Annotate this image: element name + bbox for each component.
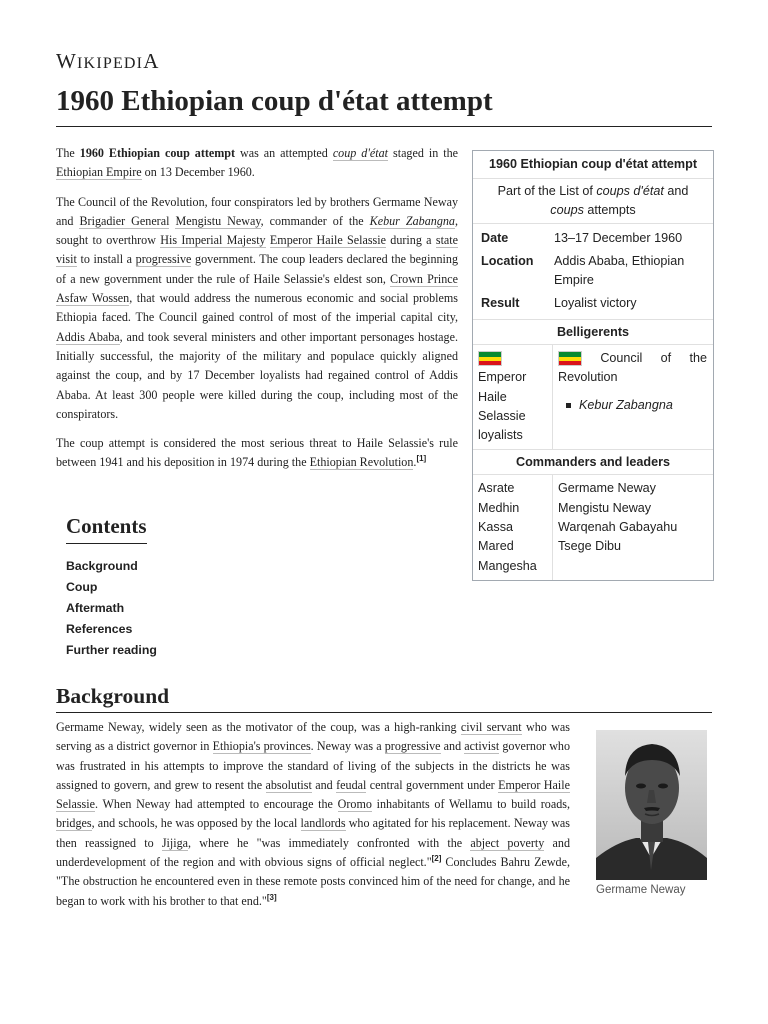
- table-of-contents: [56, 504, 196, 671]
- link-ethiopian-empire[interactable]: Ethiopian Empire: [56, 165, 142, 180]
- reference-2[interactable]: [2]: [431, 854, 442, 864]
- belligerent-list-item: Kebur Zabangna: [558, 396, 707, 415]
- toc-item-background[interactable]: Background: [66, 559, 138, 573]
- infobox-row-location: Location Addis Ababa, Ethiopian Empire: [481, 254, 685, 287]
- reference-1[interactable]: [1]: [416, 454, 427, 464]
- link-state-visit[interactable]: state visit: [56, 233, 459, 267]
- page-title: 1960 Ethiopian coup d'état attempt: [56, 86, 712, 127]
- toc-item-coup[interactable]: Coup: [66, 580, 98, 594]
- lead-paragraph-1: The 1960 Ethiopian coup attempt was an attempted coup d'état staged in the Ethiopian Empire on 13 December 1960.: [56, 146, 458, 180]
- section-heading-background: Background: [56, 684, 712, 713]
- commanders-loyalists: Asrate Medhin Kassa Mared Mangesha: [473, 475, 553, 579]
- link-ethiopias-provinces[interactable]: Ethiopia's provinces: [212, 739, 311, 754]
- bullet-icon: [566, 403, 571, 408]
- link-bridges[interactable]: bridges: [56, 816, 92, 831]
- link-ethiopian-revolution[interactable]: Ethiopian Revolution: [309, 455, 414, 470]
- ethiopian-flag-icon: [478, 351, 502, 366]
- commanders-header: Commanders and leaders: [473, 449, 713, 475]
- link-brigadier-general[interactable]: Brigadier General: [79, 213, 170, 228]
- infobox-title: 1960 Ethiopian coup d'état attempt: [473, 151, 713, 179]
- wikipedia-wordmark-logo: [56, 49, 174, 73]
- link-mengistu-neway[interactable]: Mengistu Neway: [175, 213, 261, 228]
- link-landlords[interactable]: landlords: [300, 816, 346, 831]
- link-addis-ababa[interactable]: Addis Ababa: [56, 329, 120, 344]
- link-coups-detat[interactable]: coups d'état: [596, 184, 664, 198]
- commanders-council: Germame Neway Mengistu Neway Warqenah Gabayahu Tsege Dibu: [558, 481, 678, 554]
- lead-paragraph-3: The coup attempt is considered the most serious threat to Haile Selassie's rule between 1941 and his deposition in 1974 during the Ethiopian Revolution.[1]: [56, 436, 458, 470]
- belligerents-header: Belligerents: [473, 319, 713, 345]
- link-oromo[interactable]: Oromo: [337, 797, 372, 812]
- link-civil-servant[interactable]: civil servant: [460, 720, 522, 734]
- belligerent-loyalists: Emperor Haile Selassie loyalists: [473, 345, 553, 449]
- belligerents-table: [473, 345, 713, 449]
- link-progressive-2[interactable]: progressive: [384, 739, 441, 754]
- reference-3[interactable]: [3]: [266, 892, 277, 902]
- link-jijiga[interactable]: Jijiga: [161, 835, 189, 850]
- infobox-subtitle: Part of the List of coups d'état and coups attempts: [473, 179, 713, 224]
- contents-title: Contents: [66, 514, 147, 544]
- infobox: [472, 150, 714, 581]
- article-subject-bold: 1960 Ethiopian coup attempt: [79, 146, 236, 160]
- link-coup-detat[interactable]: coup d'état: [332, 146, 389, 160]
- link-emperor-haile-selassie[interactable]: Emperor Haile Selassie: [269, 233, 386, 248]
- figure-caption: Germame Neway: [596, 884, 686, 896]
- commanders-table: [473, 475, 713, 579]
- link-coups[interactable]: coups: [550, 203, 584, 217]
- link-absolutist[interactable]: absolutist: [265, 777, 312, 792]
- svg-text:WIKIPEDIA: WIKIPEDIA: [56, 49, 160, 73]
- link-crown-prince-asfaw-wossen[interactable]: Crown Prince Asfaw Wossen: [56, 271, 458, 306]
- infobox-rows: [473, 224, 713, 319]
- background-section: [56, 718, 570, 911]
- link-activist[interactable]: activist: [464, 739, 500, 754]
- portrait-photo[interactable]: [596, 730, 707, 880]
- infobox-row-result: Result Loyalist victory: [481, 296, 637, 310]
- figure-germame-neway: [596, 730, 707, 896]
- toc-item-further-reading[interactable]: Further reading: [66, 643, 157, 657]
- link-kebur-zabangna[interactable]: Kebur Zabangna: [369, 213, 455, 228]
- link-feudal[interactable]: feudal: [336, 777, 367, 792]
- infobox-row-date: Date 13–17 December 1960: [481, 231, 683, 245]
- link-his-imperial-majesty[interactable]: His Imperial Majesty: [160, 233, 266, 248]
- ethiopian-flag-icon: [558, 351, 582, 366]
- toc-item-aftermath[interactable]: Aftermath: [66, 601, 125, 615]
- link-abject-poverty[interactable]: abject poverty: [470, 835, 545, 850]
- background-paragraph: Germame Neway, widely seen as the motivator of the coup, was a high-ranking civil servant who was serving as a district governor in Ethiopia's provinces. Neway was a progressive and activist governor who was frustrated in his attempts to improve the standard of living of the subjects in the districts he was assigned to govern, and grew to resent the absolutist and feudal central government under Emperor Haile Selassie. When Neway had attempted to encourage the Oromo inhabitants of Wellamu to build roads, bridges, and schools, he was opposed by the local landlords who agitated for his replacement. Neway was then reassigned to Jijiga, where he "was immediately confronted with the abject poverty and underdevelopment of the region and with obvious signs of official neglect."[2] Concludes Bahru Zewde, "The obstruction he encountered even in these remote posts convinced him of the need for change, and he began to work with his brother to that end."[3]: [56, 720, 571, 908]
- belligerent-council: Council of the Revolution Kebur Zabangna: [553, 345, 713, 449]
- lead-paragraph-2: The Council of the Revolution, four conspirators led by brothers Germame Neway and Brigadier General Mengistu Neway, commander of the Kebur Zabangna, sought to overthrow His Imperial Majesty Emperor Haile Selassie during a state visit to install a progressive government. The coup leaders declared the beginning of a new government under the rule of Haile Selassie's eldest son, Crown Prince Asfaw Wossen, that would address the numerous economic and social problems Ethiopia faced. The Council gained control of most of the imperial capital city, Addis Ababa, and took several ministers and other important personages hostage. Initially successful, the majority of the military and populace quickly aligned against the coup, and by 17 December loyalists had regained control of Addis Ababa. At least 300 people were killed during the coup, including most of the conspirators.: [56, 194, 459, 421]
- wikipedia-wordmark[interactable]: [56, 49, 174, 79]
- lead-section: [56, 144, 458, 483]
- toc-item-references[interactable]: References: [66, 622, 133, 636]
- link-progressive[interactable]: progressive: [135, 252, 192, 267]
- link-emperor-haile-selassie-2[interactable]: Emperor Haile Selassie: [56, 777, 571, 812]
